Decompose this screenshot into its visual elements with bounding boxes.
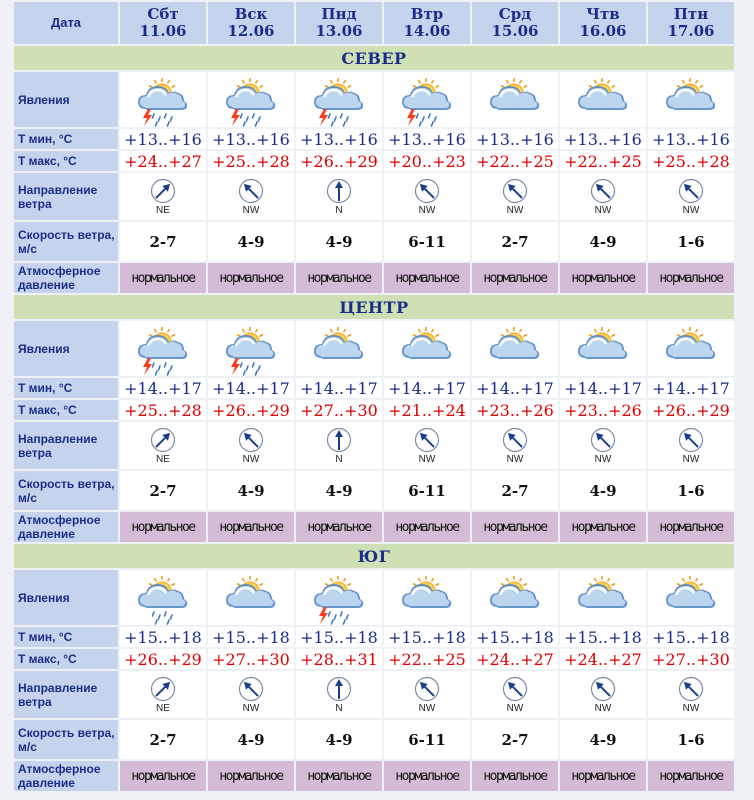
compass-icon bbox=[326, 427, 352, 453]
tmin-row bbox=[14, 627, 734, 647]
day-header bbox=[384, 2, 470, 44]
wind-direction bbox=[208, 427, 294, 465]
wind-direction bbox=[648, 676, 734, 714]
day-date: 13.06 bbox=[315, 22, 363, 40]
tmin-cell: +15..+18 bbox=[384, 627, 470, 647]
tmax-label: Т макс, °С bbox=[14, 649, 118, 669]
wind-dir-cell bbox=[472, 671, 558, 718]
wind-direction-label: NW bbox=[506, 204, 524, 216]
wind-speed-cell: 1-6 bbox=[648, 471, 734, 510]
wind-dir-cell bbox=[648, 671, 734, 718]
phenomena-row bbox=[14, 321, 734, 376]
tmin-cell: +14..+17 bbox=[472, 378, 558, 398]
wind-direction-label: N bbox=[335, 453, 343, 465]
wind-dir-cell bbox=[560, 422, 646, 469]
day-name: Пнд bbox=[321, 5, 357, 23]
wind-direction bbox=[296, 178, 382, 216]
storm-rain-icon bbox=[208, 72, 294, 127]
pressure-cell: нормальное bbox=[472, 761, 558, 791]
pressure-label: Атмосферное давление bbox=[14, 263, 118, 293]
partly-cloudy-icon bbox=[472, 570, 558, 625]
day-header bbox=[648, 2, 734, 44]
compass-icon bbox=[414, 676, 440, 702]
wind-direction-label: NW bbox=[418, 204, 436, 216]
compass-icon bbox=[678, 427, 704, 453]
wind-speed-cell: 4-9 bbox=[208, 222, 294, 261]
day-date: 17.06 bbox=[667, 22, 715, 40]
wind-dir-label: Направление ветра bbox=[14, 173, 118, 220]
forecast-table bbox=[12, 0, 736, 793]
tmax-label: Т макс, °С bbox=[14, 400, 118, 420]
tmax-cell: +22..+25 bbox=[384, 649, 470, 669]
tmin-cell: +15..+18 bbox=[120, 627, 206, 647]
wind-dir-label: Направление ветра bbox=[14, 422, 118, 469]
compass-icon bbox=[150, 427, 176, 453]
compass-icon bbox=[238, 676, 264, 702]
partly-cloudy-icon bbox=[648, 321, 734, 376]
tmin-cell: +15..+18 bbox=[648, 627, 734, 647]
tmin-cell: +13..+16 bbox=[120, 129, 206, 149]
tmin-cell: +14..+17 bbox=[296, 378, 382, 398]
pressure-cell: нормальное bbox=[120, 512, 206, 542]
wind-direction bbox=[560, 427, 646, 465]
wind-direction bbox=[648, 178, 734, 216]
region-row bbox=[14, 46, 734, 70]
wind-direction bbox=[648, 427, 734, 465]
day-name: Птн bbox=[673, 5, 709, 23]
wind-dir-cell bbox=[208, 422, 294, 469]
tmax-cell: +26..+29 bbox=[648, 400, 734, 420]
compass-icon bbox=[414, 427, 440, 453]
wind-dir-cell bbox=[296, 173, 382, 220]
wind-dir-cell bbox=[208, 173, 294, 220]
wind-speed-label: Скорость ветра, м/с bbox=[14, 720, 118, 759]
tmax-cell: +27..+30 bbox=[296, 400, 382, 420]
pressure-cell: нормальное bbox=[648, 761, 734, 791]
phenomena-label: Явления bbox=[14, 570, 118, 625]
day-date: 11.06 bbox=[139, 22, 187, 40]
wind-direction bbox=[560, 676, 646, 714]
tmax-cell: +25..+28 bbox=[208, 151, 294, 171]
wind-direction bbox=[120, 676, 206, 714]
tmax-cell: +27..+30 bbox=[648, 649, 734, 669]
wind-speed-cell: 2-7 bbox=[120, 222, 206, 261]
tmin-cell: +15..+18 bbox=[560, 627, 646, 647]
wind-direction-label: NE bbox=[156, 204, 170, 216]
tmax-cell: +20..+23 bbox=[384, 151, 470, 171]
region-title: СЕВЕР bbox=[14, 46, 734, 70]
wind-speed-cell: 6-11 bbox=[384, 720, 470, 759]
wind-direction-label: N bbox=[335, 204, 343, 216]
tmin-cell: +15..+18 bbox=[208, 627, 294, 647]
wind-dir-label: Направление ветра bbox=[14, 671, 118, 718]
tmin-cell: +13..+16 bbox=[560, 129, 646, 149]
partly-cloudy-icon bbox=[560, 72, 646, 127]
storm-rain-icon bbox=[296, 72, 382, 127]
tmax-row bbox=[14, 151, 734, 171]
tmax-cell: +26..+29 bbox=[120, 649, 206, 669]
tmax-cell: +27..+30 bbox=[208, 649, 294, 669]
wind-direction bbox=[472, 676, 558, 714]
tmax-cell: +24..+27 bbox=[560, 649, 646, 669]
tmin-label: Т мин, °С bbox=[14, 627, 118, 647]
tmin-cell: +14..+17 bbox=[384, 378, 470, 398]
wind-dir-row bbox=[14, 671, 734, 718]
day-header bbox=[120, 2, 206, 44]
tmax-row bbox=[14, 400, 734, 420]
day-date: 15.06 bbox=[491, 22, 539, 40]
compass-icon bbox=[150, 178, 176, 204]
day-name: Чтв bbox=[586, 5, 620, 23]
compass-icon bbox=[678, 178, 704, 204]
wind-direction-label: NE bbox=[156, 453, 170, 465]
compass-icon bbox=[590, 676, 616, 702]
wind-speed-cell: 2-7 bbox=[472, 222, 558, 261]
partly-cloudy-icon bbox=[472, 72, 558, 127]
wind-direction bbox=[208, 676, 294, 714]
day-date: 12.06 bbox=[227, 22, 275, 40]
pressure-cell: нормальное bbox=[560, 512, 646, 542]
day-header bbox=[560, 2, 646, 44]
tmax-label: Т макс, °С bbox=[14, 151, 118, 171]
wind-speed-cell: 1-6 bbox=[648, 720, 734, 759]
pressure-cell: нормальное bbox=[296, 512, 382, 542]
region-title: ЦЕНТР bbox=[14, 295, 734, 319]
wind-speed-cell: 6-11 bbox=[384, 471, 470, 510]
pressure-cell: нормальное bbox=[472, 263, 558, 293]
wind-dir-cell bbox=[384, 422, 470, 469]
compass-icon bbox=[590, 178, 616, 204]
day-date: 14.06 bbox=[403, 22, 451, 40]
wind-speed-row bbox=[14, 720, 734, 759]
tmax-cell: +28..+31 bbox=[296, 649, 382, 669]
wind-dir-cell bbox=[384, 671, 470, 718]
wind-dir-cell bbox=[472, 173, 558, 220]
tmax-cell: +23..+26 bbox=[560, 400, 646, 420]
tmin-cell: +13..+16 bbox=[472, 129, 558, 149]
compass-icon bbox=[414, 178, 440, 204]
tmin-row bbox=[14, 378, 734, 398]
wind-speed-cell: 4-9 bbox=[560, 720, 646, 759]
wind-direction bbox=[296, 427, 382, 465]
pressure-cell: нормальное bbox=[648, 512, 734, 542]
wind-dir-cell bbox=[120, 422, 206, 469]
wind-dir-row bbox=[14, 173, 734, 220]
tmax-cell: +23..+26 bbox=[472, 400, 558, 420]
day-header bbox=[296, 2, 382, 44]
storm-rain-icon bbox=[384, 72, 470, 127]
partly-cloudy-icon bbox=[560, 570, 646, 625]
wind-direction bbox=[560, 178, 646, 216]
day-date: 16.06 bbox=[579, 22, 627, 40]
wind-direction-label: N bbox=[335, 702, 343, 714]
partly-cloudy-icon bbox=[384, 321, 470, 376]
wind-speed-row bbox=[14, 222, 734, 261]
wind-dir-cell bbox=[296, 422, 382, 469]
tmin-label: Т мин, °С bbox=[14, 129, 118, 149]
pressure-cell: нормальное bbox=[120, 761, 206, 791]
partly-cloudy-icon bbox=[208, 570, 294, 625]
tmin-cell: +15..+18 bbox=[296, 627, 382, 647]
tmin-cell: +13..+16 bbox=[296, 129, 382, 149]
tmin-cell: +14..+17 bbox=[648, 378, 734, 398]
header-row bbox=[14, 2, 734, 44]
pressure-cell: нормальное bbox=[296, 263, 382, 293]
compass-icon bbox=[502, 178, 528, 204]
wind-direction-label: NW bbox=[506, 702, 524, 714]
wind-speed-cell: 4-9 bbox=[560, 222, 646, 261]
phenomena-label: Явления bbox=[14, 72, 118, 127]
tmax-cell: +26..+29 bbox=[296, 151, 382, 171]
tmax-cell: +25..+28 bbox=[120, 400, 206, 420]
partly-cloudy-icon bbox=[648, 72, 734, 127]
tmax-cell: +25..+28 bbox=[648, 151, 734, 171]
wind-dir-cell bbox=[648, 422, 734, 469]
wind-direction-label: NW bbox=[418, 453, 436, 465]
wind-direction-label: NW bbox=[242, 453, 260, 465]
pressure-row bbox=[14, 263, 734, 293]
wind-dir-cell bbox=[296, 671, 382, 718]
wind-direction-label: NW bbox=[242, 204, 260, 216]
tmin-row bbox=[14, 129, 734, 149]
wind-speed-cell: 4-9 bbox=[560, 471, 646, 510]
cloudy-icon bbox=[296, 321, 382, 376]
pressure-row bbox=[14, 761, 734, 791]
compass-icon bbox=[238, 178, 264, 204]
region-row bbox=[14, 544, 734, 568]
pressure-cell: нормальное bbox=[560, 263, 646, 293]
wind-direction-label: NW bbox=[594, 453, 612, 465]
pressure-row bbox=[14, 512, 734, 542]
tmax-cell: +21..+24 bbox=[384, 400, 470, 420]
wind-dir-cell bbox=[560, 671, 646, 718]
pressure-cell: нормальное bbox=[560, 761, 646, 791]
wind-direction-label: NW bbox=[594, 702, 612, 714]
wind-direction-label: NW bbox=[682, 702, 700, 714]
pressure-cell: нормальное bbox=[384, 512, 470, 542]
wind-speed-cell: 1-6 bbox=[648, 222, 734, 261]
wind-direction bbox=[384, 676, 470, 714]
compass-icon bbox=[502, 427, 528, 453]
wind-speed-row bbox=[14, 471, 734, 510]
region-row bbox=[14, 295, 734, 319]
compass-icon bbox=[502, 676, 528, 702]
wind-direction bbox=[472, 427, 558, 465]
tmax-cell: +24..+27 bbox=[472, 649, 558, 669]
tmin-cell: +13..+16 bbox=[384, 129, 470, 149]
wind-direction-label: NW bbox=[506, 453, 524, 465]
wind-dir-cell bbox=[120, 671, 206, 718]
tmin-cell: +14..+17 bbox=[560, 378, 646, 398]
date-header-label: Дата bbox=[14, 2, 118, 44]
tmin-cell: +14..+17 bbox=[208, 378, 294, 398]
wind-direction-label: NE bbox=[156, 702, 170, 714]
compass-icon bbox=[590, 427, 616, 453]
day-name: Сбт bbox=[147, 5, 179, 23]
wind-direction-label: NW bbox=[418, 702, 436, 714]
wind-dir-cell bbox=[384, 173, 470, 220]
wind-speed-cell: 2-7 bbox=[120, 471, 206, 510]
tmax-cell: +22..+25 bbox=[560, 151, 646, 171]
wind-dir-cell bbox=[472, 422, 558, 469]
wind-direction bbox=[384, 178, 470, 216]
wind-direction-label: NW bbox=[242, 702, 260, 714]
storm-rain-icon bbox=[296, 570, 382, 625]
wind-speed-cell: 2-7 bbox=[472, 471, 558, 510]
wind-direction bbox=[384, 427, 470, 465]
compass-icon bbox=[326, 676, 352, 702]
wind-direction bbox=[296, 676, 382, 714]
partly-cloudy-icon bbox=[472, 321, 558, 376]
storm-rain-icon bbox=[120, 72, 206, 127]
storm-rain-icon bbox=[120, 321, 206, 376]
tmax-cell: +26..+29 bbox=[208, 400, 294, 420]
pressure-cell: нормальное bbox=[384, 761, 470, 791]
pressure-cell: нормальное bbox=[472, 512, 558, 542]
pressure-label: Атмосферное давление bbox=[14, 512, 118, 542]
compass-icon bbox=[678, 676, 704, 702]
day-name: Вск bbox=[234, 5, 268, 23]
phenomena-label: Явления bbox=[14, 321, 118, 376]
pressure-cell: нормальное bbox=[384, 263, 470, 293]
tmax-row bbox=[14, 649, 734, 669]
partly-cloudy-icon bbox=[648, 570, 734, 625]
tmin-cell: +14..+17 bbox=[120, 378, 206, 398]
day-name: Втр bbox=[410, 5, 444, 23]
day-header bbox=[472, 2, 558, 44]
wind-speed-cell: 2-7 bbox=[472, 720, 558, 759]
compass-icon bbox=[238, 427, 264, 453]
wind-direction bbox=[208, 178, 294, 216]
pressure-label: Атмосферное давление bbox=[14, 761, 118, 791]
wind-speed-cell: 6-11 bbox=[384, 222, 470, 261]
rain-icon bbox=[120, 570, 206, 625]
day-header bbox=[208, 2, 294, 44]
wind-dir-cell bbox=[648, 173, 734, 220]
region-title: ЮГ bbox=[14, 544, 734, 568]
wind-direction bbox=[472, 178, 558, 216]
wind-speed-label: Скорость ветра, м/с bbox=[14, 222, 118, 261]
partly-cloudy-icon bbox=[560, 321, 646, 376]
tmin-cell: +13..+16 bbox=[648, 129, 734, 149]
compass-icon bbox=[326, 178, 352, 204]
partly-cloudy-icon bbox=[384, 570, 470, 625]
tmax-cell: +22..+25 bbox=[472, 151, 558, 171]
wind-dir-cell bbox=[560, 173, 646, 220]
pressure-cell: нормальное bbox=[208, 761, 294, 791]
wind-dir-row bbox=[14, 422, 734, 469]
wind-direction-label: NW bbox=[682, 453, 700, 465]
wind-speed-cell: 4-9 bbox=[208, 720, 294, 759]
tmax-cell: +24..+27 bbox=[120, 151, 206, 171]
day-name: Срд bbox=[498, 5, 532, 23]
phenomena-row bbox=[14, 570, 734, 625]
tmin-cell: +15..+18 bbox=[472, 627, 558, 647]
wind-dir-cell bbox=[208, 671, 294, 718]
wind-speed-label: Скорость ветра, м/с bbox=[14, 471, 118, 510]
pressure-cell: нормальное bbox=[208, 263, 294, 293]
storm-rain-icon bbox=[208, 321, 294, 376]
wind-direction-label: NW bbox=[682, 204, 700, 216]
wind-speed-cell: 4-9 bbox=[296, 471, 382, 510]
wind-direction bbox=[120, 427, 206, 465]
phenomena-row bbox=[14, 72, 734, 127]
tmin-label: Т мин, °С bbox=[14, 378, 118, 398]
pressure-cell: нормальное bbox=[648, 263, 734, 293]
wind-speed-cell: 4-9 bbox=[296, 720, 382, 759]
pressure-cell: нормальное bbox=[120, 263, 206, 293]
wind-speed-cell: 4-9 bbox=[296, 222, 382, 261]
pressure-cell: нормальное bbox=[296, 761, 382, 791]
pressure-cell: нормальное bbox=[208, 512, 294, 542]
wind-direction-label: NW bbox=[594, 204, 612, 216]
wind-direction bbox=[120, 178, 206, 216]
wind-dir-cell bbox=[120, 173, 206, 220]
compass-icon bbox=[150, 676, 176, 702]
tmin-cell: +13..+16 bbox=[208, 129, 294, 149]
wind-speed-cell: 2-7 bbox=[120, 720, 206, 759]
wind-speed-cell: 4-9 bbox=[208, 471, 294, 510]
